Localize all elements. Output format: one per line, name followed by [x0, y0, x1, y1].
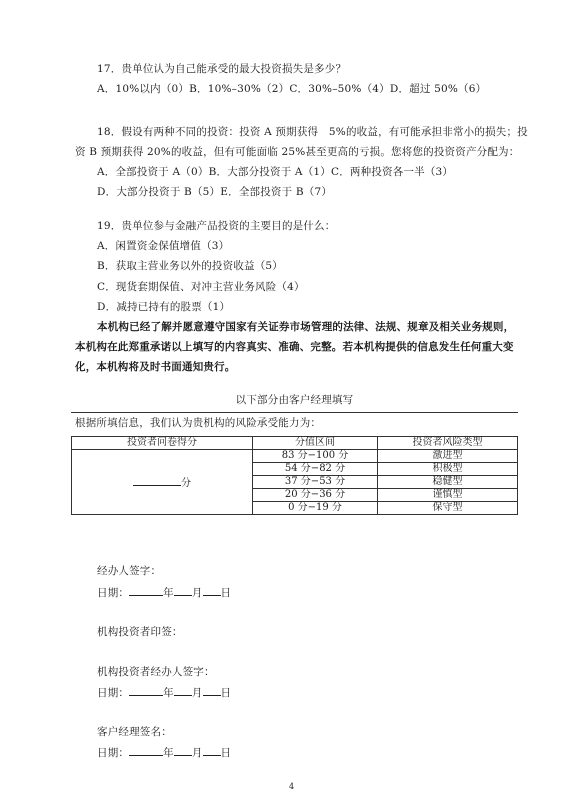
question-19-option-c: C．现货套期保值、对冲主营业务风险（4）	[97, 281, 305, 293]
score-blank[interactable]	[133, 475, 181, 486]
question-19-option-a: A．闲置资金保值增值（3）	[97, 240, 230, 252]
range-cell: 83 分−100 分	[253, 450, 378, 463]
type-cell: 保守型	[378, 502, 518, 515]
declaration-line3: 化，本机构将及时书面通知贵行。	[75, 361, 236, 373]
question-19: 19．贵单位参与金融产品投资的主要目的是什么：	[97, 220, 336, 232]
institution-handler-date	[97, 685, 231, 700]
date-label: 日期：	[97, 687, 130, 699]
date-label: 日期：	[97, 587, 130, 599]
month-blank[interactable]	[174, 745, 192, 756]
range-cell: 37 分−53 分	[253, 476, 378, 489]
month-label: 月	[191, 687, 203, 699]
month-blank[interactable]	[174, 585, 192, 596]
handler-signature-label: 经办人签字：	[97, 565, 162, 577]
question-18-line2: 资 B 预期获得 20%的收益，但有可能面临 25%甚至更高的亏损。您将您的投资资产分配为：	[75, 146, 520, 158]
year-label: 年	[163, 587, 174, 599]
type-cell: 稳健型	[378, 476, 518, 489]
manager-intro: 根据所填信息，我们认为贵机构的风险承受能力为：	[75, 417, 322, 429]
manager-date	[97, 745, 231, 760]
day-label: 日	[220, 747, 232, 759]
manager-signature-label: 客户经理签名：	[97, 726, 172, 738]
manager-section-heading: 以下部分由客户经理填写	[235, 394, 354, 406]
question-17: 17．贵单位认为自己能承受的最大投资损失是多少？	[97, 63, 347, 75]
month-label: 月	[191, 747, 203, 759]
risk-table	[71, 436, 518, 515]
range-cell: 0 分−19 分	[253, 502, 378, 515]
institution-seal-label: 机构投资者印签：	[97, 626, 183, 638]
header-type: 投资者风险类型	[378, 437, 518, 450]
range-cell: 20 分−36 分	[253, 489, 378, 502]
year-blank[interactable]	[129, 585, 163, 596]
year-label: 年	[163, 687, 174, 699]
header-score: 投资者问卷得分	[72, 437, 253, 450]
question-17-options: A．10%以内（0）B．10%–30%（2）C．30%–50%（4）D．超过 50%（6）	[97, 83, 487, 95]
score-cell	[72, 450, 253, 515]
date-label: 日期：	[97, 747, 130, 759]
header-range: 分值区间	[253, 437, 378, 450]
question-18-line1: 18．假设有两种不同的投资：投资 A 预期获得 5%的收益，有可能承担非常小的损失；投	[97, 126, 528, 138]
year-blank[interactable]	[129, 745, 163, 756]
score-suffix: 分	[181, 477, 191, 489]
question-19-option-b: B．获取主营业务以外的投资收益（5）	[97, 260, 283, 272]
type-cell: 积极型	[378, 463, 518, 476]
type-cell: 激进型	[378, 450, 518, 463]
question-18-options-2: D．大部分投资于 B（5）E．全部投资于 B（7）	[97, 186, 333, 198]
question-19-option-d: D．减持已持有的股票（1）	[97, 301, 231, 313]
table-header-row	[72, 437, 518, 450]
type-cell: 谨慎型	[378, 489, 518, 502]
institution-handler-signature-label: 机构投资者经办人签字：	[97, 666, 215, 678]
year-label: 年	[163, 747, 174, 759]
page-number: 4	[288, 782, 295, 791]
day-blank[interactable]	[203, 585, 221, 596]
declaration-line2: 本机构在此郑重承诺以上填写的内容真实、准确、完整。若本机构提供的信息发生任何重大变	[75, 341, 514, 353]
month-blank[interactable]	[174, 685, 192, 696]
range-cell: 54 分−82 分	[253, 463, 378, 476]
month-label: 月	[191, 587, 203, 599]
table-row	[72, 450, 518, 463]
section-divider	[71, 412, 518, 413]
day-blank[interactable]	[203, 685, 221, 696]
day-label: 日	[220, 687, 232, 699]
day-label: 日	[220, 587, 232, 599]
declaration-line1: 本机构已经了解并愿意遵守国家有关证券市场管理的法律、法规、规章及相关业务规则，	[97, 321, 515, 333]
year-blank[interactable]	[129, 685, 163, 696]
day-blank[interactable]	[203, 745, 221, 756]
handler-date	[97, 585, 231, 600]
question-18-options-1: A．全部投资于 A（0）B．大部分投资于 A（1）C．两种投资各一半（3）	[97, 166, 454, 178]
